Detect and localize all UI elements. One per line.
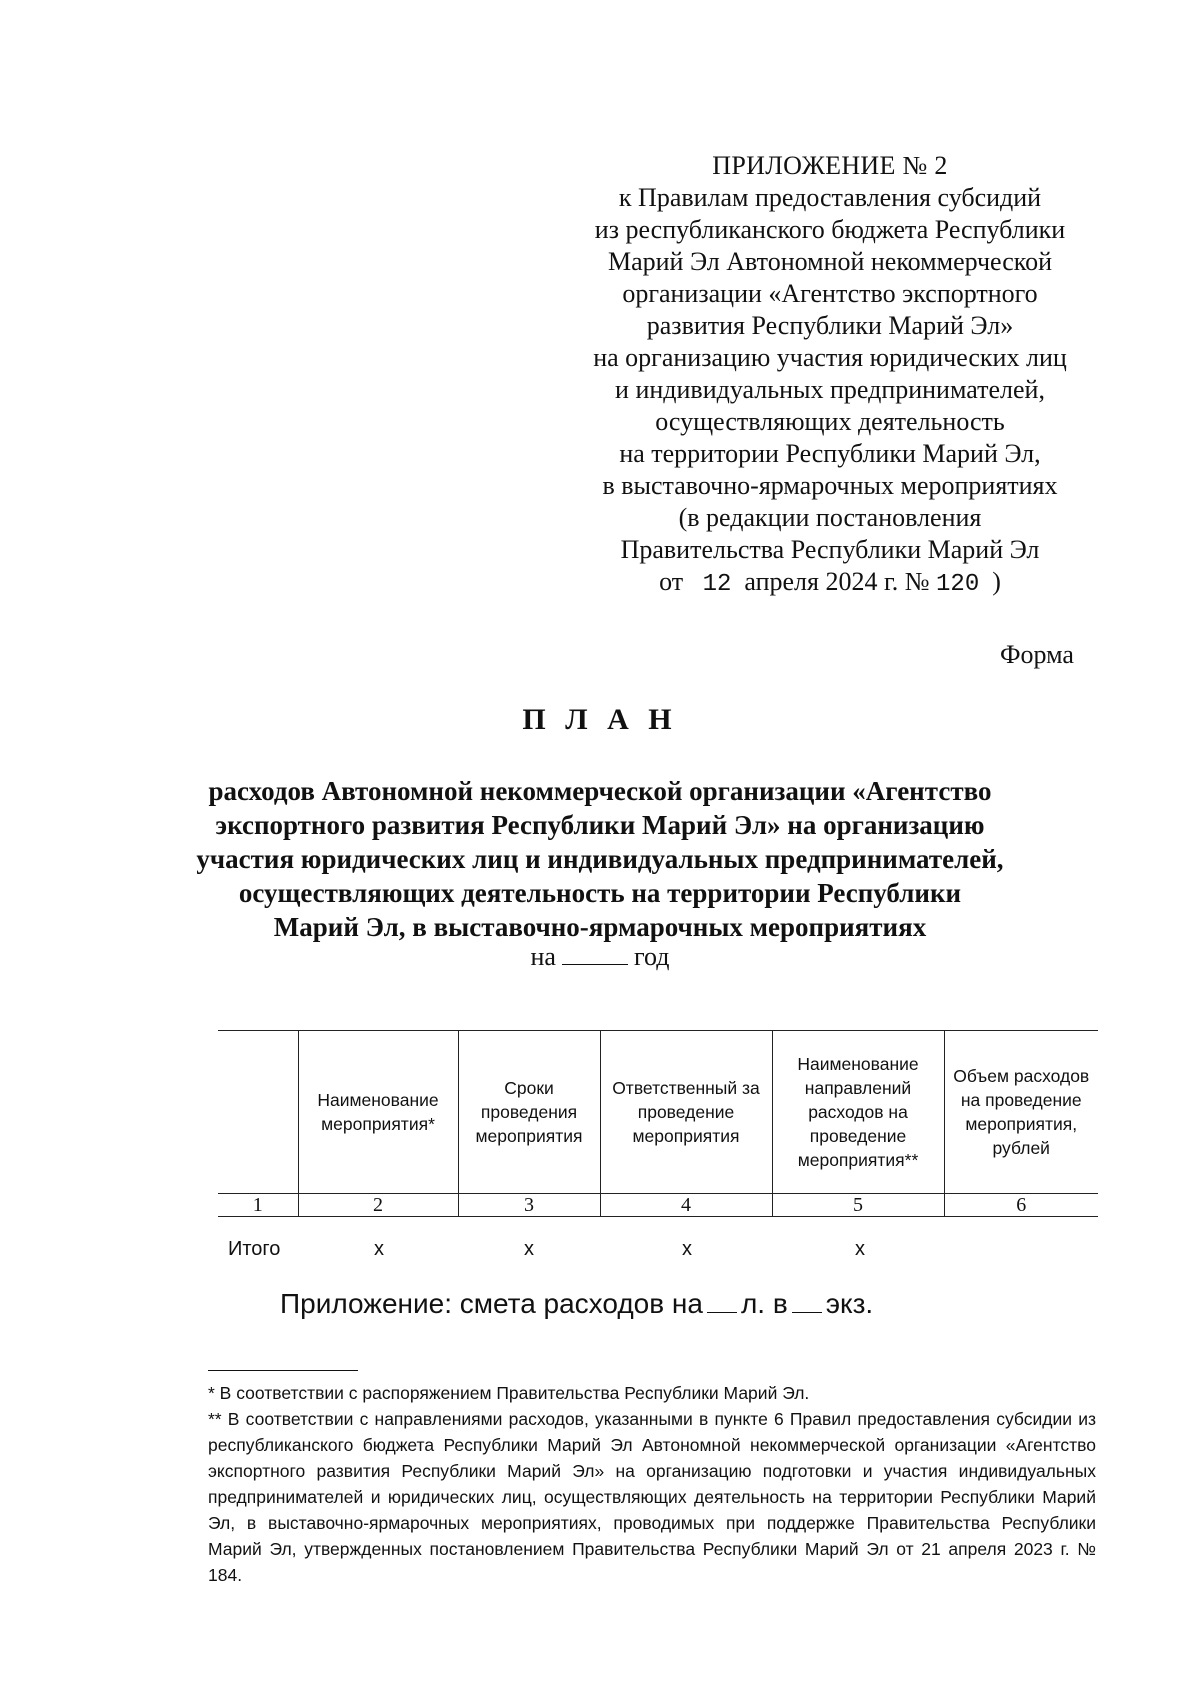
- date-suffix: ): [992, 567, 1001, 596]
- table-total-row: [0, 1238, 1200, 1268]
- date-day: 12: [702, 571, 732, 598]
- appendix-title: ПРИЛОЖЕНИЕ № 2: [712, 151, 948, 180]
- attachment-line: [280, 1288, 873, 1320]
- table-header-cell: Ответственный за проведение мероприятия: [600, 1031, 772, 1194]
- table-header-cell: Наименование мероприятия*: [298, 1031, 458, 1194]
- appendix-line: к Правилам предоставления субсидий: [618, 183, 1042, 212]
- total-cell: x: [524, 1238, 534, 1260]
- plan-subtitle-line: осуществляющих деятельность на территории Республики: [238, 878, 962, 908]
- total-cell: x: [855, 1238, 865, 1260]
- footnote: * В соответствии с распоряжением Правительства Республики Марий Эл.: [208, 1383, 810, 1403]
- total-cell: x: [374, 1238, 384, 1260]
- table-header-cell: Наименование направлений расходов на проведение мероприятия**: [772, 1031, 944, 1194]
- attachment-suffix: экз.: [825, 1288, 874, 1319]
- footnote-divider: [208, 1370, 358, 1371]
- total-label: Итого: [228, 1238, 281, 1260]
- table-number-cell: 5: [772, 1194, 944, 1217]
- date-prefix: от: [659, 567, 684, 596]
- table-number-cell: 2: [298, 1194, 458, 1217]
- plan-table: [218, 1030, 1098, 1217]
- pages-blank-field: [707, 1288, 737, 1313]
- plan-subtitle-line: расходов Автономной некоммерческой организации «Агентство: [208, 776, 992, 806]
- table-number-cell: 3: [458, 1194, 600, 1217]
- appendix-line: Правительства Республики Марий Эл: [620, 535, 1040, 564]
- appendix-line: осуществляющих деятельность: [655, 407, 1005, 436]
- appendix-line: (в редакции постановления: [678, 503, 982, 532]
- appendix-line: в выставочно-ярмарочных мероприятиях: [602, 471, 1058, 500]
- table-header-cell: Сроки проведения мероприятия: [458, 1031, 600, 1194]
- year-suffix: год: [633, 942, 670, 971]
- table-header-row: [218, 1031, 1098, 1194]
- copies-blank-field: [792, 1288, 822, 1313]
- appendix-line: из республиканского бюджета Республики: [594, 215, 1066, 244]
- plan-title: П Л А Н: [522, 703, 678, 736]
- table-header-cell: [218, 1031, 298, 1194]
- table-header-cell: Объем расходов на проведение мероприятия, рублей: [944, 1031, 1098, 1194]
- plan-subtitle-line: Марий Эл, в выставочно-ярмарочных мероприятиях: [273, 912, 927, 942]
- footnotes: [208, 1380, 1096, 1588]
- appendix-header: [560, 150, 1100, 601]
- appendix-line: организации «Агентство экспортного: [622, 279, 1038, 308]
- appendix-line: на организацию участия юридических лиц: [593, 343, 1067, 372]
- table-number-cell: 4: [600, 1194, 772, 1217]
- form-label: Форма: [1000, 640, 1074, 669]
- appendix-line: Марий Эл Автономной некоммерческой: [607, 247, 1052, 276]
- table-number-cell: 1: [218, 1194, 298, 1217]
- plan-subtitle-line: экспортного развития Республики Марий Эл» на организацию: [215, 810, 985, 840]
- plan-subtitle: [180, 774, 1020, 944]
- plan-subtitle-line: участия юридических лиц и индивидуальных предпринимателей,: [196, 844, 1004, 874]
- date-month-year: апреля 2024 г. №: [744, 567, 930, 596]
- footnote: ** В соответствии с направлениями расходов, указанными в пункте 6 Правил предоставления субсидии из республиканского бюджета Республики Марий Эл Автономной некоммерческой организации «Агентство экспортного развития Республики Марий Эл» на организацию подготовки и участия индивидуальных предпринимателей и юридических лиц, осуществляющих деятельность на территории Республики Марий Эл, в выставочно-ярмарочных мероприятиях, проводимых при поддержке Правительства Республики Марий Эл, утвержденных постановлением Правительства Республики Марий Эл от 21 апреля 2023 г. № 184.: [208, 1409, 1096, 1585]
- table-number-cell: 6: [944, 1194, 1098, 1217]
- date-number: 120: [936, 571, 980, 598]
- attachment-prefix: Приложение: смета расходов на: [280, 1288, 703, 1319]
- year-blank-field: [562, 940, 628, 965]
- table-number-row: [218, 1194, 1098, 1217]
- total-cell: x: [682, 1238, 692, 1260]
- attachment-middle: л. в: [740, 1288, 788, 1319]
- appendix-line: на территории Республики Марий Эл,: [619, 439, 1041, 468]
- appendix-date-line: [560, 566, 1100, 601]
- plan-year-line: [0, 940, 1200, 972]
- appendix-line: развития Республики Марий Эл»: [646, 311, 1014, 340]
- year-prefix: на: [530, 942, 556, 971]
- appendix-line: и индивидуальных предпринимателей,: [615, 375, 1045, 404]
